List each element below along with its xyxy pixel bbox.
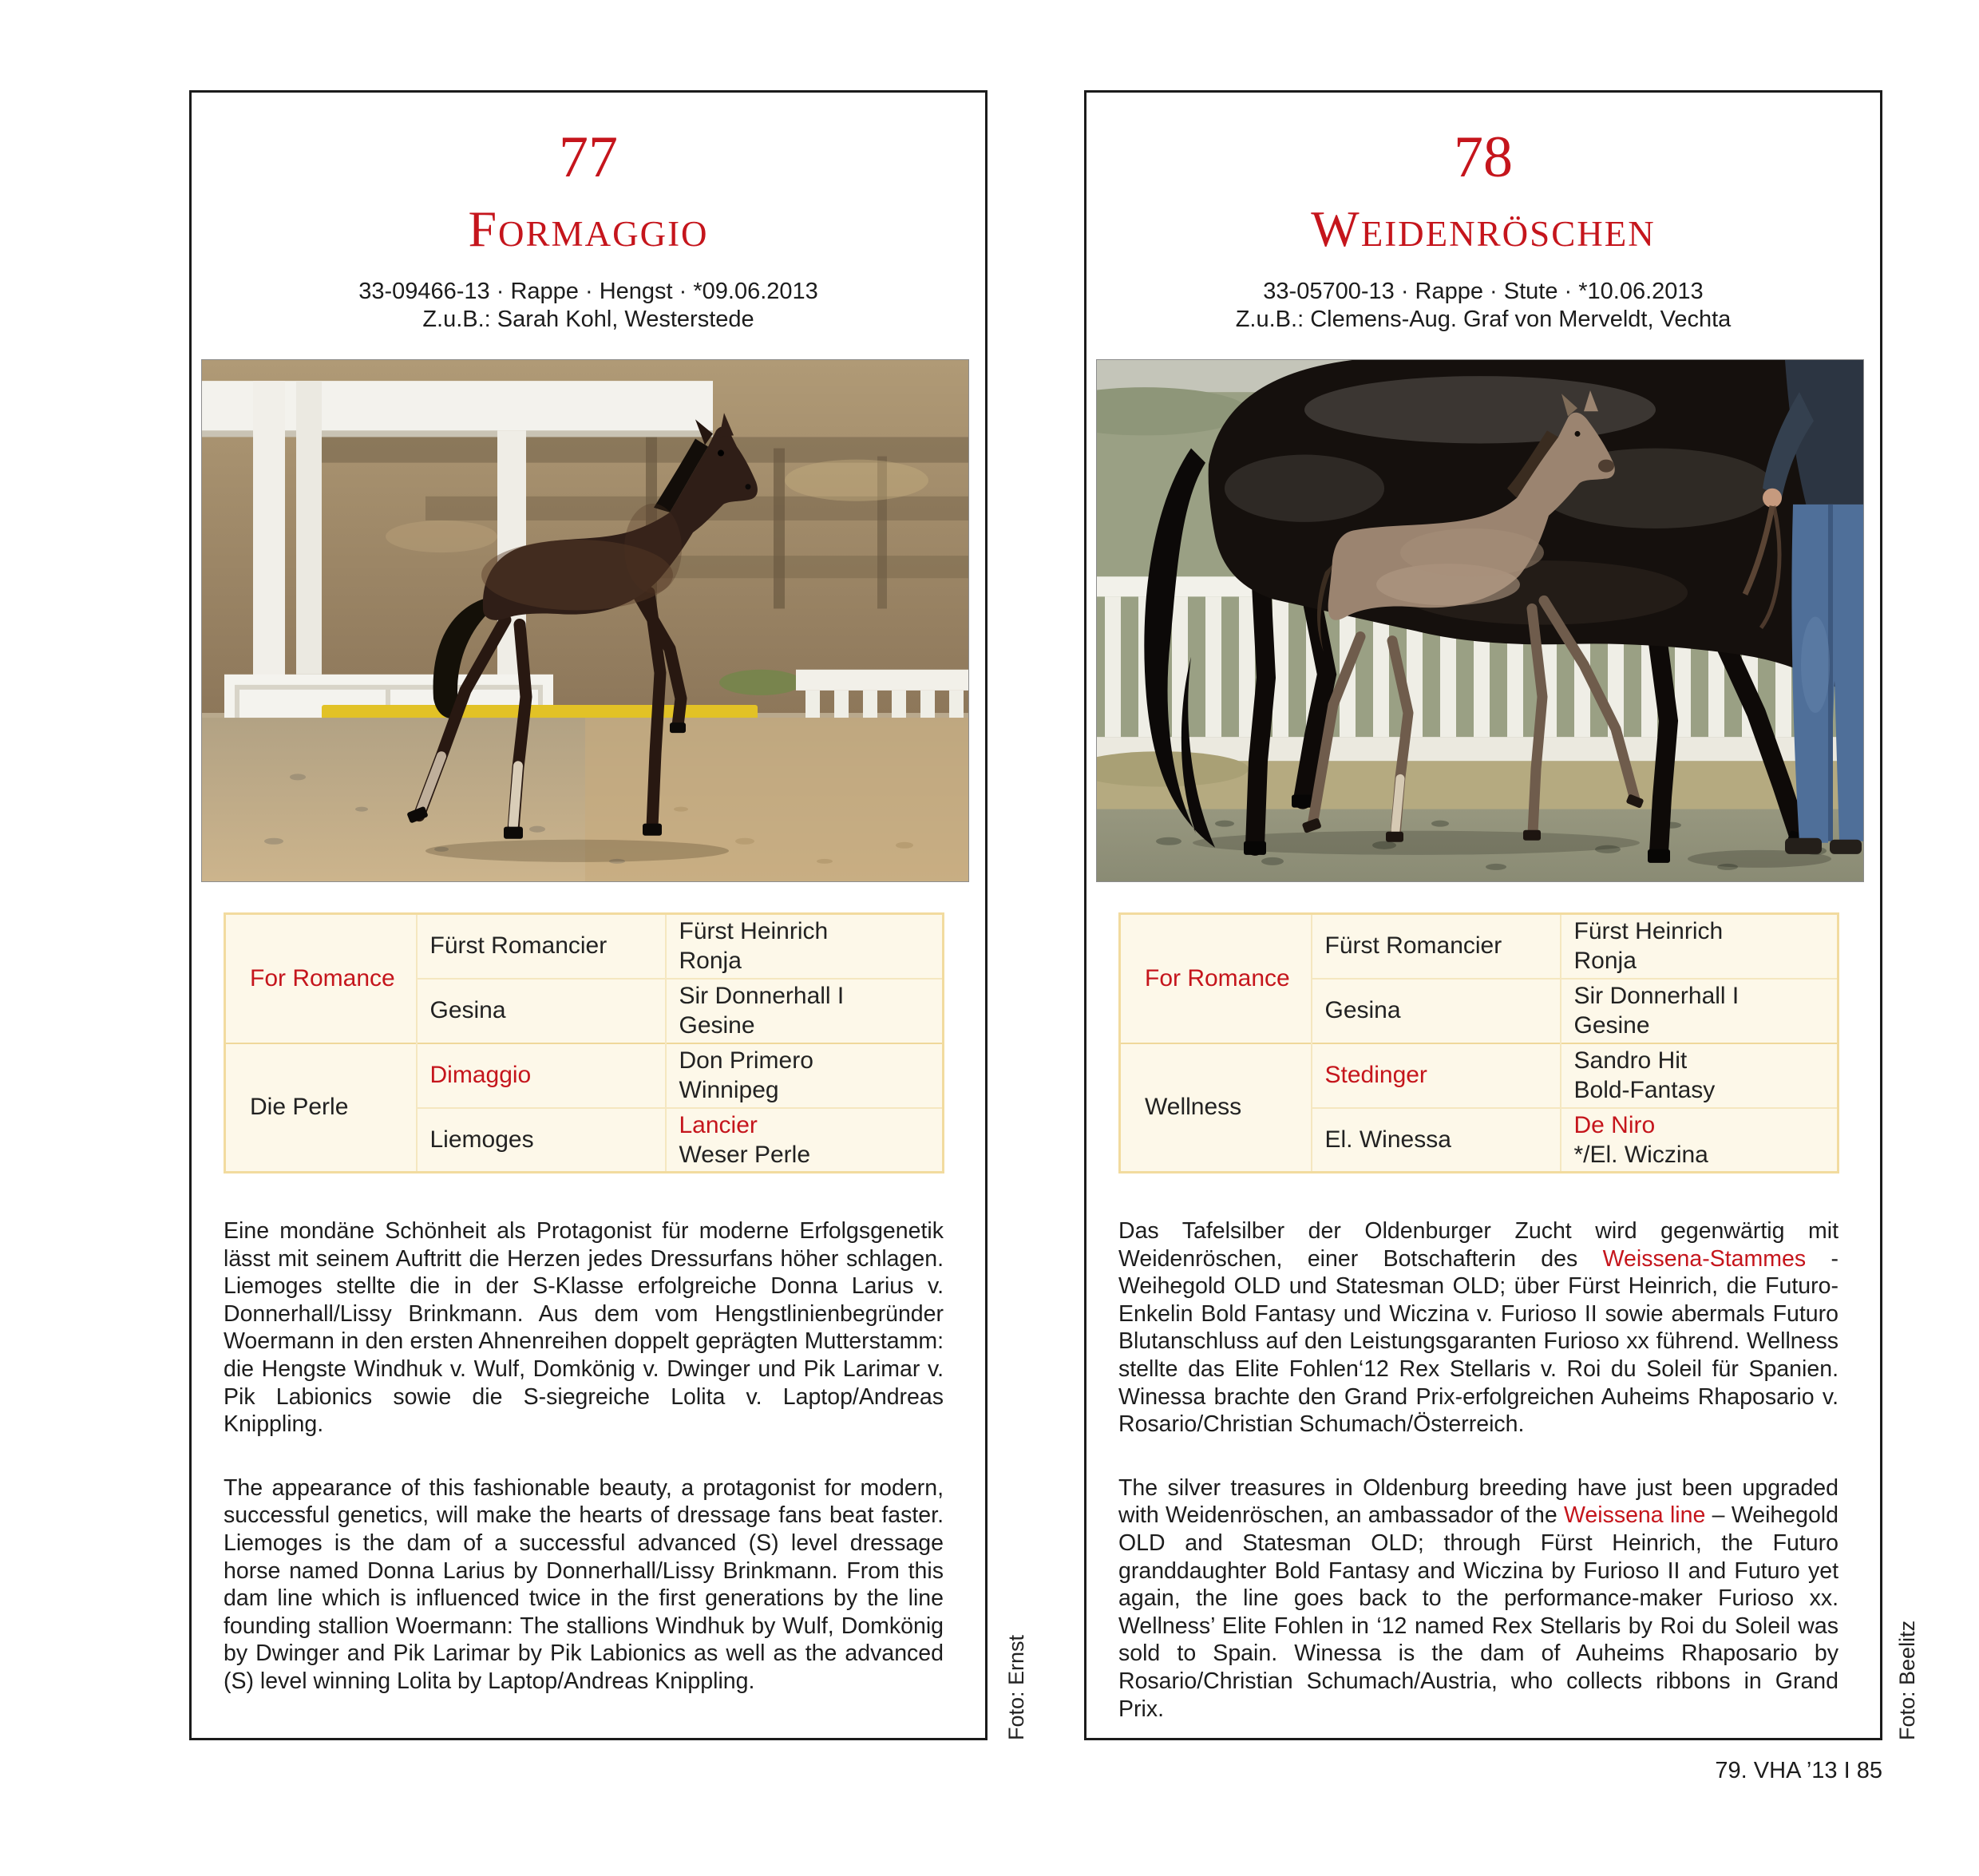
pedigree-table — [224, 912, 944, 1173]
mare-foal-photo-illustration — [1097, 360, 1863, 881]
pedigree-grandparent: Gesina — [417, 979, 666, 1043]
pedigree-greatgrandparents: Fürst Heinrich Ronja — [1561, 914, 1838, 979]
pedigree-greatgrandparents: Sir Donnerhall I Gesine — [1561, 979, 1838, 1043]
page-footer: 79. VHA ’13 I 85 — [1715, 1758, 1882, 1783]
pedigree-greatgrandparents: Don Primero Winnipeg — [666, 1043, 944, 1108]
pedigree-dam: Die Perle — [225, 1043, 417, 1173]
breeder-line: Z.u.B.: Sarah Kohl, Westerstede — [422, 307, 754, 332]
pedigree-grandparent: Stedinger — [1312, 1043, 1561, 1108]
registration-line: 33-05700-13 · Rappe · Stute · *10.06.2013 — [1263, 279, 1704, 304]
description-german: Eine mondäne Schönheit als Protagonist für moderne Erfolgsgenetik lässt mit seinem Auftritt die Herzen jedes Dressurfans höher schlagen. Liemoges stellte die in der S-Klasse erfolgreiche Donna Larius v. Donnerhall/Lissy Brinkmann. Aus dem vom Hengstlinienbegründer Woermann in den ersten Ahnenreihen doppelt geprägten Mutterstamm: die Hengste Windhuk v. Wulf, Domkönig v. Dwinger und Pik Larimar v. Pik Labionics sowie die S-siegreiche Lolita v. Laptop/Andreas Knippling. — [224, 1218, 944, 1438]
description-texts — [1118, 1217, 1838, 1723]
lot-panel-78 — [1084, 90, 1882, 1740]
pedigree-dam: Wellness — [1120, 1043, 1312, 1173]
pedigree-grandparent: Dimaggio — [417, 1043, 666, 1108]
breeder-line: Z.u.B.: Clemens-Aug. Graf von Merveldt, Vechta — [1235, 307, 1732, 332]
pedigree-sire: For Romance — [250, 964, 395, 991]
info-block — [192, 278, 985, 334]
info-block — [1086, 278, 1880, 334]
photo-credit: Foto: Beelitz — [1895, 1620, 1919, 1740]
lot-number: 77 — [559, 125, 618, 190]
pedigree-grandparent: Fürst Romancier — [1312, 914, 1561, 979]
pedigree-table — [1118, 912, 1839, 1173]
pedigree-greatgrandparents: Fürst Heinrich Ronja — [666, 914, 944, 979]
description-english: The appearance of this fashionable beauty, a protagonist for modern, successful genetics, will make the hearts of dressage fans beat faster. Liemoges is the dam of a successful advanced (S) level dressage horse named Donna Larius by Donnerhall/Lissy Brinkmann. From this dam line which is influenced twice in the first generations by the line founding stallion Woermann: The stallions Windhuk by Wulf, Domkönig by Dwinger and Pik Larimar by Pik Labionics as well as the advanced (S) level winning Lolita by Laptop/Andreas Knippling. — [224, 1474, 944, 1694]
horse-name: Weidenröschen — [1311, 200, 1656, 257]
horse-photo — [201, 359, 969, 882]
pedigree-sire: For Romance — [1145, 964, 1290, 991]
pedigree-greatgrandparents: De Niro */El. Wiczina — [1561, 1108, 1838, 1173]
horse-name: Formaggio — [468, 200, 709, 257]
pedigree-greatgrandparents: Sandro Hit Bold-Fantasy — [1561, 1043, 1838, 1108]
description-english: The silver treasures in Oldenburg breeding have just been upgraded with Weidenröschen, an ambassador of the Weissena line – Weihegold OLD and Statesman OLD; through Fürst Heinrich, the Futuro granddaughter Bold Fantasy and Wiczina by Furioso II and Futuro yet again, the line goes back to the performance-maker Furioso xx. Wellness’ Elite Fohlen in ‘12 named Rex Stellaris by Roi du Soleil was sold to Spain. Winessa is the dam of Auheims Rhaposario by Rosario/Christian Schumach/Austria, who collects ribbons in Grand Prix. — [1118, 1474, 1838, 1722]
description-german: Das Tafelsilber der Oldenburger Zucht wird gegenwärtig mit Weidenröschen, einer Botschafterin des Weissena-Stammes - Weihegold OLD und Statesman OLD; über Fürst Heinrich, die Futuro-Enkelin Bold Fantasy und Wiczina v. Furioso II sowie abermals Futuro Blutanschluss auf den Leistungsgaranten Furioso xx führend. Wellness stellte das Elite Fohlen‘12 Rex Stellaris v. Roi du Soleil für Spanien. Winessa brachte den Grand Prix-erfolgreichen Auheims Rhaposario v. Rosario/Christian Schumach/Österreich. — [1118, 1218, 1838, 1438]
pedigree-grandparent: El. Winessa — [1312, 1108, 1561, 1173]
lot-panel-77 — [189, 90, 988, 1740]
lot-number: 78 — [1454, 125, 1513, 190]
foal-photo-illustration — [202, 360, 968, 881]
pedigree-grandparent: Fürst Romancier — [417, 914, 666, 979]
pedigree-grandparent: Gesina — [1312, 979, 1561, 1043]
registration-line: 33-09466-13 · Rappe · Hengst · *09.06.2013 — [358, 279, 818, 304]
pedigree-greatgrandparents: Lancier Weser Perle — [666, 1108, 944, 1173]
photo-credit: Foto: Ernst — [1004, 1634, 1028, 1740]
pedigree-greatgrandparents: Sir Donnerhall I Gesine — [666, 979, 944, 1043]
description-texts — [224, 1217, 944, 1696]
pedigree-grandparent: Liemoges — [417, 1108, 666, 1173]
horse-photo — [1096, 359, 1864, 882]
